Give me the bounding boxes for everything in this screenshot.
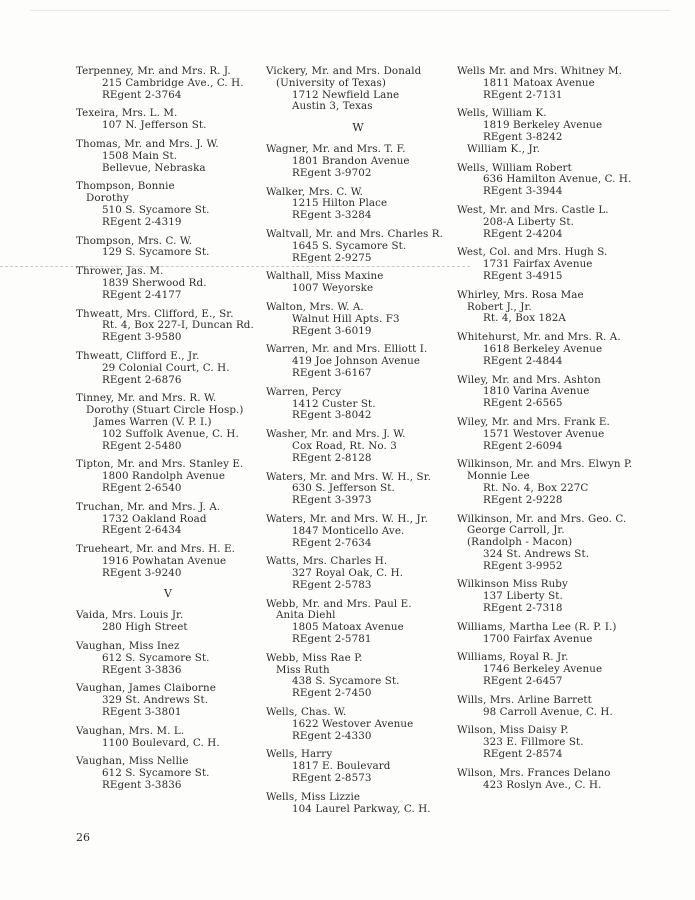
directory-entry (266, 302, 451, 337)
entry-name: Vaida, Mrs. Louis Jr. (76, 609, 184, 622)
entry-detail: REgent 3-8242 (483, 130, 563, 143)
entry-name: Vaughan, Mrs. M. L. (76, 724, 185, 737)
entry-name: Watts, Mrs. Charles H. (266, 555, 388, 568)
section-letter-heading: W (352, 121, 365, 135)
directory-entry (76, 610, 261, 634)
entry-detail: 1800 Randolph Avenue (102, 470, 226, 483)
entry-detail: Cox Road, Rt. No. 3 (292, 439, 397, 452)
directory-entry (457, 290, 657, 325)
entry-detail: REgent 2-7318 (483, 602, 563, 615)
entry-detail: 1571 Westover Avenue (483, 427, 605, 440)
directory-entry (266, 144, 451, 179)
entry-detail: REgent 3-3836 (102, 779, 182, 792)
entry-name: Wells, Harry (266, 748, 333, 761)
entry-detail: REgent 2-6876 (102, 373, 182, 386)
entry-name: Thweatt, Clifford E., Jr. (76, 349, 200, 362)
entry-name: Wills, Mrs. Arline Barrett (457, 693, 592, 706)
entry-detail: 1712 Newfield Lane (292, 88, 400, 101)
entry-detail: REgent 2-4319 (102, 215, 182, 228)
entry-detail: Dorothy (Stuart Circle Hosp.) (86, 404, 244, 417)
entry-detail: 1805 Matoax Avenue (292, 621, 404, 634)
entry-detail: 324 St. Andrews St. (483, 547, 590, 560)
directory-entry (457, 622, 657, 646)
directory-entry (457, 205, 657, 240)
entry-name: Thompson, Bonnie (76, 180, 175, 193)
entry-name: Terpenney, Mr. and Mrs. R. J. (76, 65, 231, 77)
entry-detail: REgent 2-9275 (292, 251, 372, 264)
entry-name: West, Col. and Mrs. Hugh S. (457, 246, 608, 259)
entry-detail: REgent 2-6565 (483, 397, 563, 410)
directory-entry (76, 108, 261, 132)
entry-detail: REgent 3-8042 (292, 409, 372, 422)
entry-name: Waters, Mr. and Mrs. W. H., Jr. (266, 512, 429, 525)
entry-detail: REgent 3-4915 (483, 269, 563, 282)
entry-name: Thompson, Mrs. C. W. (76, 234, 193, 247)
entry-name: Wilkinson Miss Ruby (457, 578, 568, 591)
entry-detail: 1412 Custer St. (292, 397, 376, 410)
entry-detail: 137 Liberty St. (483, 590, 563, 603)
entry-name: Truchan, Mr. and Mrs. J. A. (76, 500, 221, 513)
entry-name: Warren, Percy (266, 385, 342, 398)
directory-entry (76, 351, 261, 386)
entry-detail: REgent 3-9702 (292, 166, 372, 179)
directory-column-3 (457, 66, 657, 798)
directory-entry (76, 181, 261, 228)
entry-name: Waltvall, Mr. and Mrs. Charles R. (266, 227, 443, 240)
entry-name: Tipton, Mr. and Mrs. Stanley E. (76, 458, 244, 471)
entry-name: Thweatt, Mrs. Clifford, E., Sr. (76, 307, 234, 320)
directory-entry (266, 187, 451, 222)
entry-detail: REgent 3-3944 (483, 185, 563, 198)
directory-entry (457, 332, 657, 367)
entry-detail: 612 S. Sycamore St. (102, 651, 210, 664)
entry-detail: 29 Colonial Court, C. H. (102, 361, 230, 374)
entry-detail: REgent 2-6457 (483, 675, 563, 688)
directory-entry (76, 683, 261, 718)
entry-detail: 1618 Berkeley Avenue (483, 342, 603, 355)
entry-detail: George Carroll, Jr. (467, 524, 565, 537)
entry-detail: REgent 2-7450 (292, 687, 372, 700)
entry-detail: 107 N. Jefferson St. (102, 119, 207, 132)
entry-name: Warren, Mr. and Mrs. Elliott I. (266, 343, 428, 356)
entry-detail: 98 Carroll Avenue, C. H. (483, 705, 613, 718)
directory-entry (76, 726, 261, 750)
directory-entry (457, 108, 657, 155)
entry-detail: REgent 2-5781 (292, 633, 372, 646)
entry-detail: REgent 2-6540 (102, 481, 182, 494)
section-letter-heading: V (164, 587, 173, 601)
entry-detail: 1810 Varina Avenue (483, 385, 590, 398)
entry-detail: 129 S. Sycamore St. (102, 246, 210, 259)
page-number: 26 (76, 831, 90, 844)
directory-entry (457, 375, 657, 410)
entry-name: Webb, Mr. and Mrs. Paul E. (266, 597, 412, 610)
entry-detail: 1007 Weyorske (292, 282, 374, 295)
entry-name: Vaughan, Miss Inez (76, 640, 180, 653)
entry-name: Vaughan, Miss Nellie (76, 755, 189, 768)
entry-detail: Bellevue, Nebraska (102, 161, 206, 174)
entry-detail: Rt. No. 4, Box 227C (483, 481, 589, 494)
entry-name: Wagner, Mr. and Mrs. T. F. (266, 143, 406, 156)
entry-detail: 323 E. Fillmore St. (483, 736, 584, 749)
directory-entry (266, 653, 451, 700)
directory-entry (266, 472, 451, 507)
entry-detail: (Randolph - Macon) (467, 536, 573, 549)
entry-detail: 1215 Hilton Place (292, 197, 388, 210)
entry-name: Vickery, Mr. and Mrs. Donald (266, 65, 422, 77)
entry-detail: REgent 3-3801 (102, 706, 182, 719)
directory-entry (457, 695, 657, 719)
entry-detail: REgent 2-9228 (483, 493, 563, 506)
directory-entry (266, 344, 451, 379)
entry-detail: 104 Laurel Parkway, C. H. (292, 802, 431, 815)
entry-detail: REgent 3-3973 (292, 494, 372, 507)
entry-detail: 1645 S. Sycamore St. (292, 239, 407, 252)
entry-detail: 329 St. Andrews St. (102, 694, 209, 707)
directory-entry (457, 66, 657, 101)
entry-detail: 1839 Sherwood Rd. (102, 276, 207, 289)
directory-entry (76, 502, 261, 537)
entry-detail: REgent 3-6167 (292, 366, 372, 379)
directory-entry (76, 309, 261, 344)
directory-entry (76, 66, 261, 101)
entry-name: Thomas, Mr. and Mrs. J. W. (76, 137, 219, 150)
entry-detail: Austin 3, Texas (292, 100, 373, 113)
entry-name: Wells Mr. and Mrs. Whitney M. (457, 65, 622, 77)
entry-detail: REgent 2-4844 (483, 354, 563, 367)
entry-detail: REgent 3-3284 (292, 209, 372, 222)
entry-name: Walker, Mrs. C. W. (266, 185, 363, 198)
entry-detail: REgent 2-4177 (102, 288, 182, 301)
entry-detail: 510 S. Sycamore St. (102, 203, 210, 216)
entry-detail: Rt. 4, Box 227-I, Duncan Rd. (102, 319, 254, 332)
directory-entry (457, 459, 657, 506)
entry-detail: 438 S. Sycamore St. (292, 675, 400, 688)
directory-entry (457, 247, 657, 282)
entry-detail: 423 Roslyn Ave., C. H. (483, 778, 602, 791)
entry-detail: 1746 Berkeley Avenue (483, 663, 603, 676)
entry-name: Washer, Mr. and Mrs. J. W. (266, 428, 406, 441)
entry-detail: 1847 Monticello Ave. (292, 524, 405, 537)
directory-entry (266, 387, 451, 422)
directory-entry (266, 792, 451, 816)
entry-detail: (University of Texas) (276, 76, 387, 89)
entry-detail: REgent 2-6094 (483, 439, 563, 452)
entry-detail: William K., Jr. (467, 142, 540, 155)
entry-detail: 1731 Fairfax Avenue (483, 258, 593, 271)
entry-name: Whirley, Mrs. Rosa Mae (457, 288, 584, 301)
entry-name: Wells, Chas. W. (266, 706, 347, 719)
entry-detail: 630 S. Jefferson St. (292, 482, 395, 495)
entry-name: Wilkinson, Mr. and Mrs. Elwyn P. (457, 458, 633, 471)
entry-detail: REgent 3-6019 (292, 324, 372, 337)
entry-name: Williams, Martha Lee (R. P. I.) (457, 620, 617, 633)
entry-detail: REgent 2-3764 (102, 88, 182, 101)
directory-entry (76, 756, 261, 791)
entry-detail: REgent 2-8574 (483, 748, 563, 761)
entry-detail: REgent 3-3836 (102, 663, 182, 676)
directory-entry (457, 417, 657, 452)
directory-entry (76, 544, 261, 579)
directory-entry (266, 707, 451, 742)
entry-name: Webb, Miss Rae P. (266, 651, 363, 664)
entry-detail: 1817 E. Boulevard (292, 760, 391, 773)
entry-detail: Miss Ruth (276, 663, 330, 676)
entry-name: Wells, William Robert (457, 161, 572, 174)
entry-name: Wells, Miss Lizzie (266, 790, 361, 803)
entry-detail: REgent 2-8128 (292, 451, 372, 464)
entry-detail: Walnut Hill Apts. F3 (292, 312, 400, 325)
directory-entry (266, 514, 451, 549)
directory-entry (457, 725, 657, 760)
entry-detail: 1100 Boulevard, C. H. (102, 736, 220, 749)
directory-entry (457, 768, 657, 792)
entry-name: Wiley, Mr. and Mrs. Ashton (457, 373, 601, 386)
entry-detail: 1508 Main St. (102, 149, 178, 162)
entry-detail: REgent 2-8573 (292, 772, 372, 785)
entry-detail: 1622 Westover Avenue (292, 717, 414, 730)
directory-entry (76, 266, 261, 301)
entry-detail: REgent 3-9952 (483, 559, 563, 572)
scan-artifact-top (30, 10, 670, 11)
entry-detail: 1700 Fairfax Avenue (483, 632, 593, 645)
entry-detail: 419 Joe Johnson Avenue (292, 355, 421, 368)
entry-name: Williams, Royal R. Jr. (457, 651, 569, 664)
entry-detail: Monnie Lee (467, 470, 530, 483)
entry-detail: James Warren (V. P. I.) (94, 415, 212, 428)
entry-name: Wilson, Mrs. Frances Delano (457, 766, 611, 779)
directory-column-2 (266, 66, 451, 822)
entry-detail: Anita Diehl (276, 609, 336, 622)
directory-entry (457, 163, 657, 198)
directory-column-1 (76, 66, 261, 799)
entry-detail: 102 Suffolk Avenue, C. H. (102, 427, 239, 440)
entry-name: West, Mr. and Mrs. Castle L. (457, 203, 609, 216)
entry-detail: 1819 Berkeley Avenue (483, 119, 603, 132)
directory-entry (457, 514, 657, 573)
directory-entry (457, 579, 657, 614)
entry-name: Walthall, Miss Maxine (266, 270, 384, 283)
entry-detail: 327 Royal Oak, C. H. (292, 567, 404, 580)
entry-name: Wilson, Miss Daisy P. (457, 724, 569, 737)
entry-detail: 636 Hamilton Avenue, C. H. (483, 173, 632, 186)
entry-detail: REgent 2-4330 (292, 729, 372, 742)
entry-detail: REgent 2-5783 (292, 578, 372, 591)
entry-name: Texeira, Mrs. L. M. (76, 107, 178, 120)
entry-detail: REgent 2-6434 (102, 524, 182, 537)
entry-detail: REgent 3-9240 (102, 566, 182, 579)
directory-entry (266, 599, 451, 646)
directory-entry (76, 393, 261, 452)
entry-detail: Dorothy (86, 192, 129, 205)
entry-detail: REgent 2-5480 (102, 439, 182, 452)
entry-detail: REgent 3-9580 (102, 331, 182, 344)
entry-detail: Robert J., Jr. (467, 300, 532, 313)
directory-entry (76, 236, 261, 260)
directory-entry (266, 556, 451, 591)
entry-name: Thrower, Jas. M. (76, 265, 164, 278)
entry-name: Trueheart, Mr. and Mrs. H. E. (76, 543, 236, 556)
directory-entry (266, 271, 451, 295)
entry-detail: 208-A Liberty St. (483, 215, 574, 228)
entry-name: Wells, William K. (457, 107, 547, 120)
entry-name: Walton, Mrs. W. A. (266, 300, 364, 313)
entry-detail: 1916 Powhatan Avenue (102, 554, 227, 567)
entry-detail: 612 S. Sycamore St. (102, 767, 210, 780)
entry-detail: 1811 Matoax Avenue (483, 76, 595, 89)
directory-entry (266, 749, 451, 784)
directory-entry (457, 652, 657, 687)
entry-detail: REgent 2-7634 (292, 536, 372, 549)
entry-detail: 280 High Street (102, 621, 188, 634)
entry-detail: REgent 2-7131 (483, 88, 563, 101)
entry-detail: REgent 2-4204 (483, 227, 563, 240)
directory-entry (76, 139, 261, 174)
directory-entry (76, 459, 261, 494)
directory-entry (266, 229, 451, 264)
entry-name: Wiley, Mr. and Mrs. Frank E. (457, 415, 610, 428)
entry-name: Tinney, Mr. and Mrs. R. W. (76, 392, 217, 405)
entry-name: Whitehurst, Mr. and Mrs. R. A. (457, 331, 621, 344)
directory-entry (266, 429, 451, 464)
entry-name: Wilkinson, Mr. and Mrs. Geo. C. (457, 512, 627, 525)
entry-name: Waters, Mr. and Mrs. W. H., Sr. (266, 470, 431, 483)
entry-detail: 215 Cambridge Ave., C. H. (102, 76, 244, 89)
entry-detail: 1801 Brandon Avenue (292, 154, 410, 167)
directory-entry (266, 66, 451, 113)
entry-name: Vaughan, James Claiborne (76, 682, 216, 695)
directory-entry (76, 641, 261, 676)
entry-detail: Rt. 4, Box 182A (483, 312, 566, 325)
entry-detail: 1732 Oakland Road (102, 512, 207, 525)
